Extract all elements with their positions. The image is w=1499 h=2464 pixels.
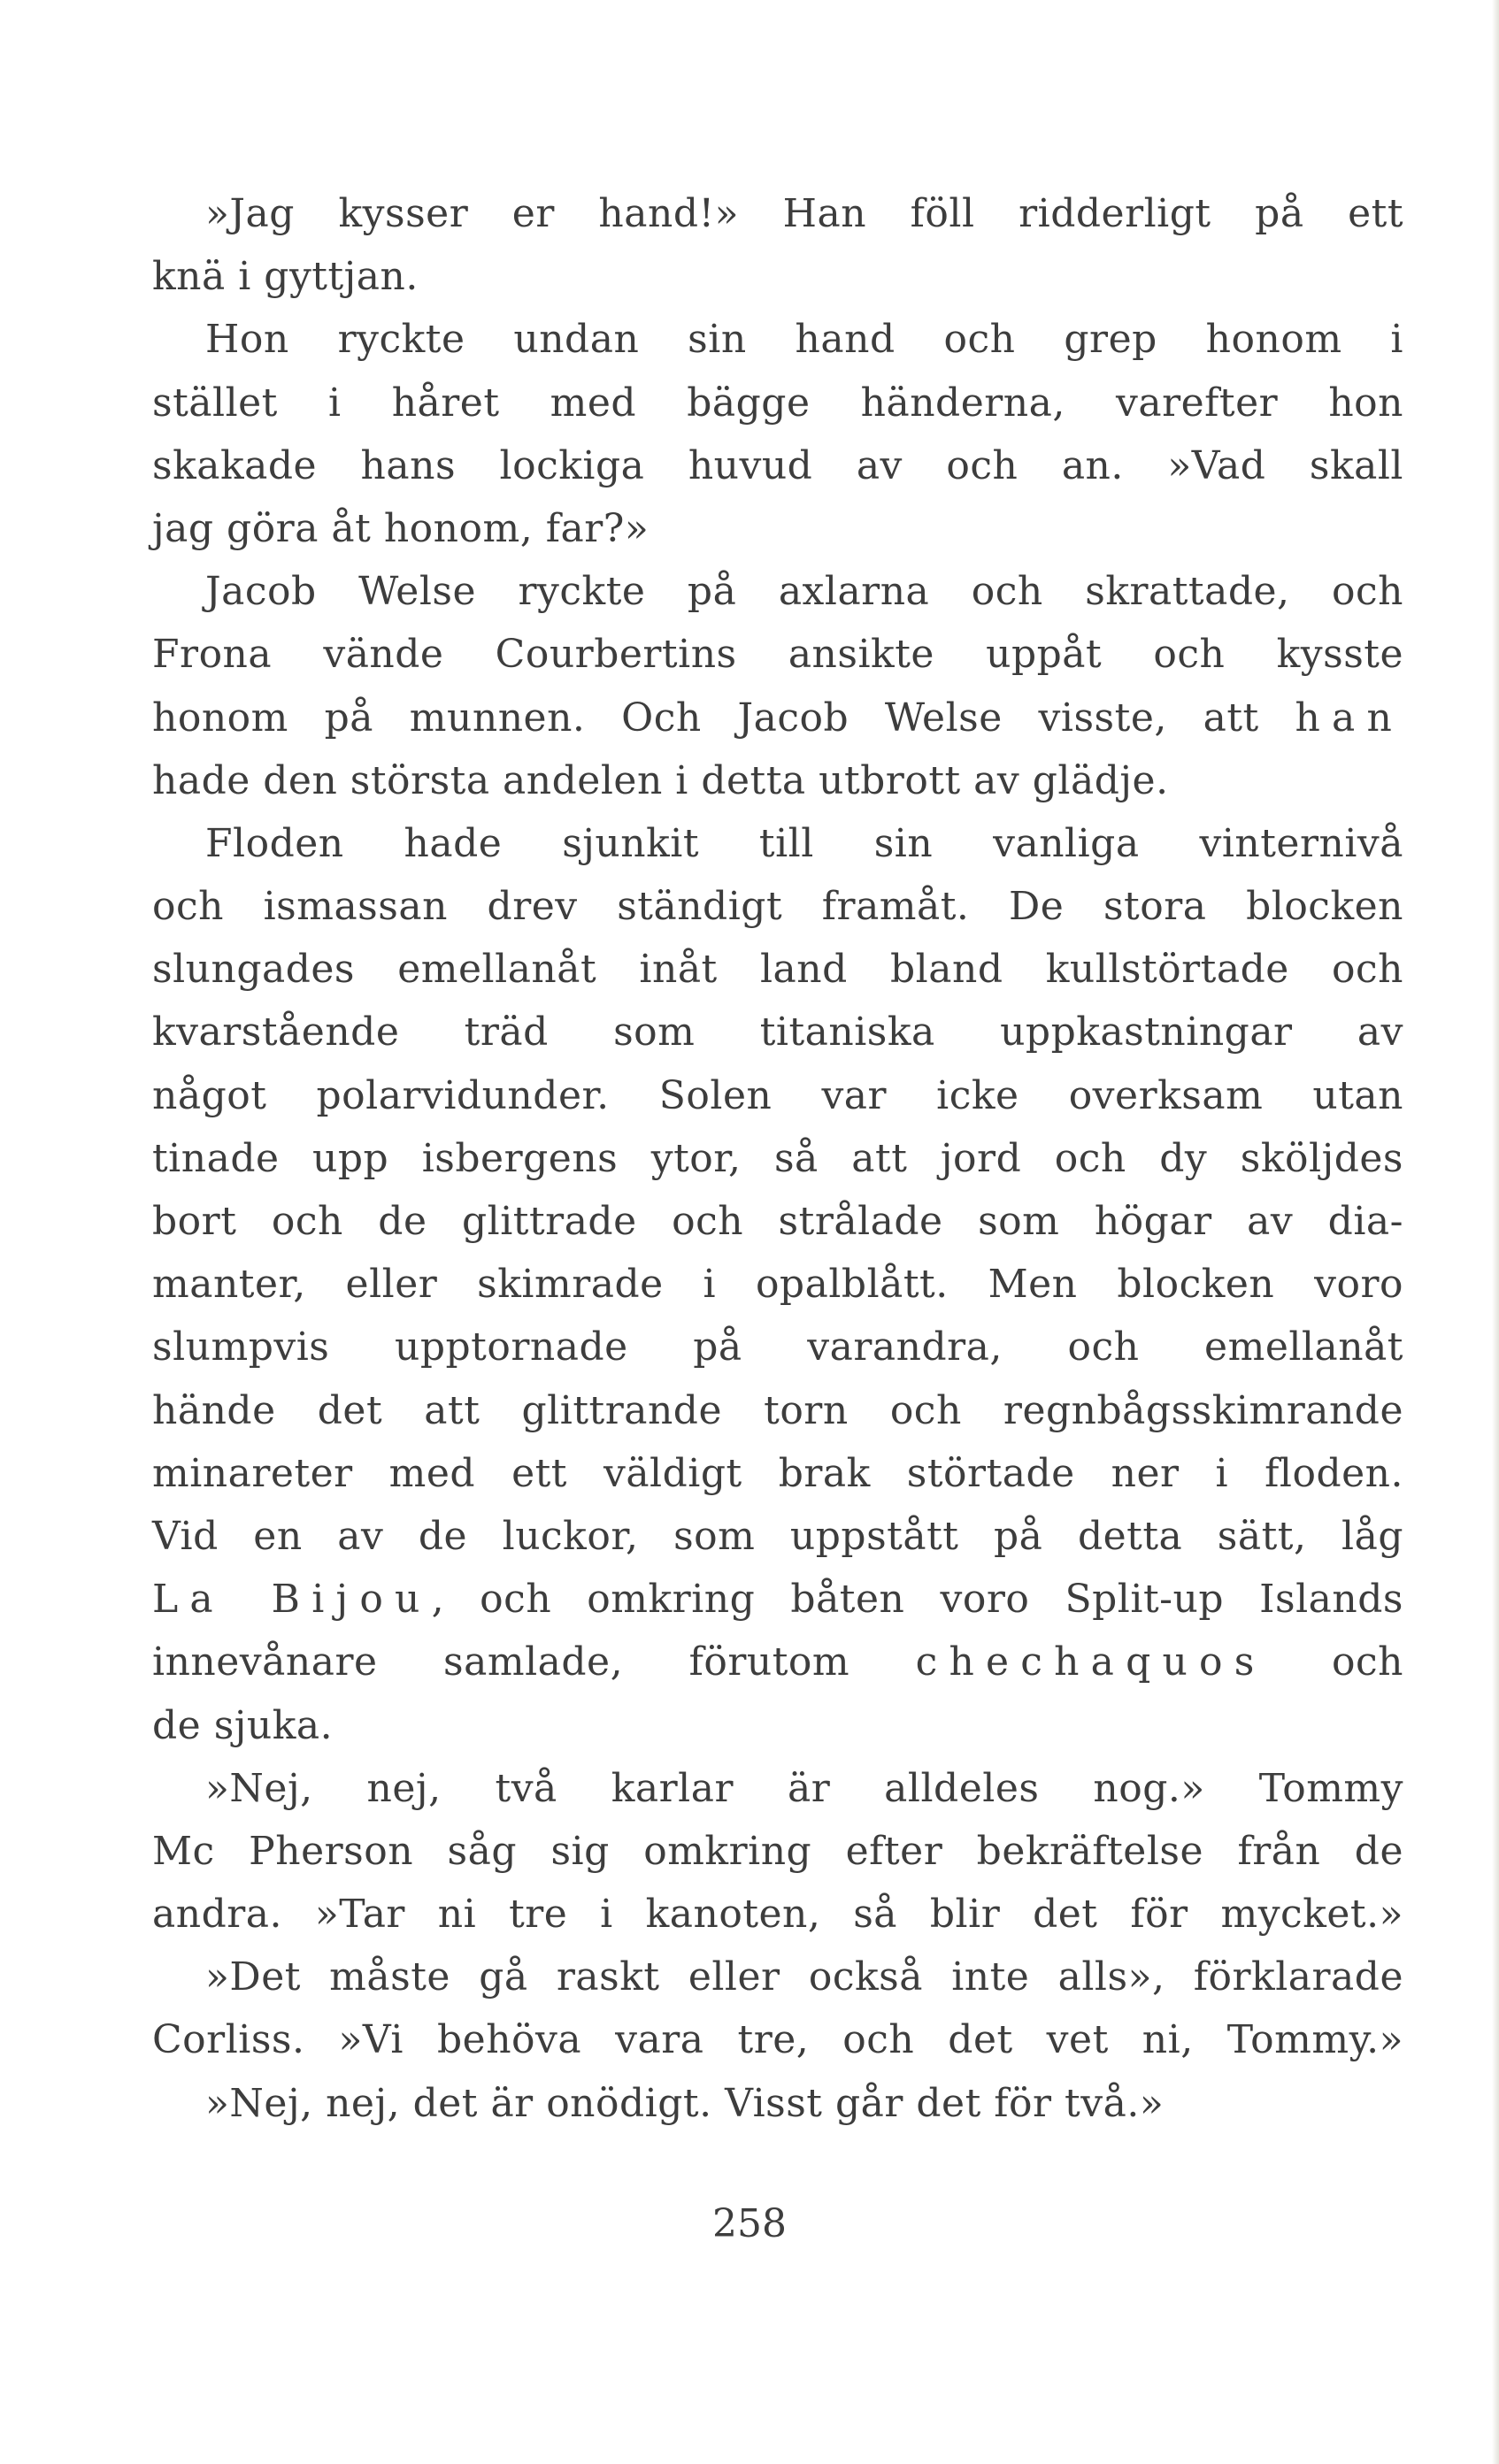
- text-line-11: Floden hade sjunkit till sin vanliga vinternivå: [205, 820, 1403, 866]
- page-edge: [1492, 0, 1499, 2464]
- text-line-18: manter, eller skimrade i opalblått. Men blocken voro: [152, 1262, 1403, 1308]
- text-line-13: slungades emellanåt inåt land bland kullstörtade och: [152, 947, 1403, 993]
- text-line-6: jag göra åt honom, far?»: [152, 505, 650, 551]
- text-line-9: [152, 687, 1403, 749]
- text-line-20: hände det att glittrande torn och regnbågsskimrande: [152, 1387, 1403, 1433]
- text-line-9-main: honom på munnen. Och Jacob Welse visste, att: [152, 695, 1259, 741]
- text-line-28: andra. »Tar ni tre i kanoten, så blir det för mycket.»: [152, 1892, 1403, 1938]
- text-line-10: hade den största andelen i detta utbrott av glädje.: [152, 757, 1169, 803]
- text-line-24-main: innevånare samlade, förutom: [152, 1639, 850, 1685]
- text-line-25: de sjuka.: [152, 1702, 334, 1748]
- text-line-19: slumpvis upptornade på varandra, och emellanåt: [152, 1324, 1403, 1370]
- text-line-14: kvarstående träd som titaniska uppkastningar av: [152, 1009, 1403, 1055]
- text-line-23-rest: , och omkring båten voro Split-up Islands: [431, 1577, 1403, 1623]
- text-line-3: Hon ryckte undan sin hand och grep honom i: [205, 317, 1403, 363]
- text-line-31: »Nej, nej, det är onödigt. Visst går det för två.»: [205, 2080, 1165, 2126]
- text-line-21: minareter med ett väldigt brak störtade ner i floden.: [152, 1450, 1403, 1496]
- text-line-29: »Det måste gå raskt eller också inte alls», förklarade: [205, 1954, 1403, 2000]
- text-line-27: Mc Pherson såg sig omkring efter bekräftelse från de: [152, 1828, 1403, 1874]
- text-line-24-rest: och: [1332, 1639, 1403, 1685]
- emphasis-la-bijou: La Bijou: [152, 1577, 432, 1623]
- text-line-22: Vid en av de luckor, som uppstått på detta sätt, låg: [152, 1513, 1403, 1559]
- text-line-26: »Nej, nej, två karlar är alldeles nog.» Tommy: [205, 1765, 1403, 1811]
- text-line-5: skakade hans lockiga huvud av och an. »Vad skall: [152, 442, 1403, 488]
- text-line-1: »Jag kysser er hand!» Han föll ridderligt på ett: [205, 191, 1403, 236]
- text-line-24: [152, 1631, 1403, 1693]
- text-line-17: bort och de glittrade och strålade som högar av dia-: [152, 1199, 1403, 1244]
- text-line-7: Jacob Welse ryckte på axlarna och skrattade, och: [205, 569, 1403, 615]
- text-line-12: och ismassan drev ständigt framåt. De stora blocken: [152, 884, 1403, 930]
- page-number: 258: [712, 2201, 787, 2246]
- text-line-23: [152, 1568, 1403, 1631]
- text-line-2: knä i gyttjan.: [152, 254, 419, 300]
- text-line-8: Frona vände Courbertins ansikte uppåt och kysste: [152, 632, 1403, 678]
- text-line-16: tinade upp isbergens ytor, så att jord och dy sköljdes: [152, 1135, 1403, 1181]
- text-line-4: stället i håret med bägge händerna, varefter hon: [152, 380, 1403, 426]
- text-line-15: något polarvidunder. Solen var icke overksam utan: [152, 1072, 1403, 1118]
- text-line-30: Corliss. »Vi behöva vara tre, och det vet ni, Tommy.»: [152, 2017, 1403, 2063]
- body-text: [152, 182, 1403, 2135]
- emphasis-chechaquos: chechaquos: [915, 1639, 1266, 1685]
- emphasis-han: han: [1295, 695, 1403, 741]
